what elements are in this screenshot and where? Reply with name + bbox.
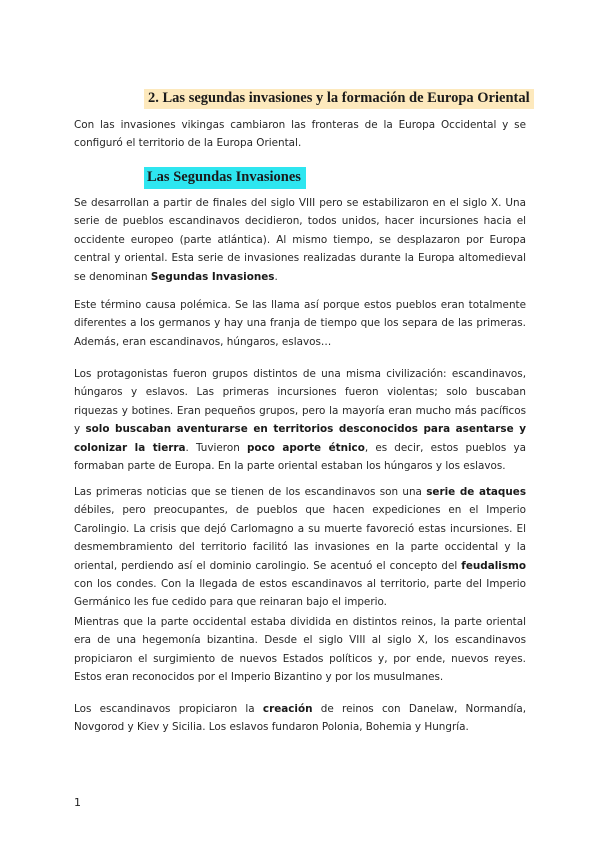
- text-run: Los protagonistas fueron grupos distintos de una misma civilización: escandinavos, húngaros y eslavos. Las primeras incursiones fueron violentas; solo buscaban riquezas y botines. Eran pequeños grupos, pero la mayoría eran mucho más pacíficos y: [74, 368, 526, 436]
- paragraph-3: [74, 365, 526, 475]
- subsection-title: Las Segundas Invasiones: [144, 167, 306, 189]
- bold-term: feudalismo: [461, 559, 526, 572]
- intro-paragraph: Con las invasiones vikingas cambiaron las fronteras de la Europa Occidental y se configuró el territorio de la Europa Oriental.: [74, 119, 526, 150]
- paragraph-2: Este término causa polémica. Se las llama así porque estos pueblos eran totalmente diferentes a los germanos y hay una franja de tiempo que los separa de las primeras. Además, eran escandinavos, húngaros, eslavos…: [74, 299, 526, 348]
- paragraph-4: [74, 483, 526, 612]
- paragraph-1: [74, 194, 526, 286]
- bold-term: creación: [262, 703, 313, 715]
- bold-term: solo buscaban aventurarse en territorios desconocidos para asentarse y colonizar la tierra: [74, 423, 527, 454]
- text-run: Se desarrollan a partir de finales del siglo VIII pero se estabilizaron en el siglo X. Una serie de pueblos escandinavos decidieron, todos unidos, hacer incursiones hacia el occidente europeo (parte atlántica). Al mismo tiempo, se desplazaron por Europa central y oriental. Esta serie de invasiones realizadas durante la Europa altomedieval se denominan: [74, 197, 526, 283]
- paragraph-5: Mientras que la parte occidental estaba dividida en distintos reinos, la parte oriental era de una hegemonía bizantina. Desde el siglo VIII al siglo X, los escandinavos propiciaron el surgimiento de nuevos Estados políticos y, por ende, nuevos reyes. Estos eran reconocidos por el Imperio Bizantino y por los musulmanes.: [74, 616, 526, 684]
- text-run: , es decir, estos pueblos ya formaban parte de Europa. En la parte oriental estaban los húngaros y los eslavos.: [74, 441, 526, 473]
- text-run: con los condes. Con la llegada de estos escandinavos al territorio, parte del Imperio Germánico les fue cedido para que reinaran bajo el imperio.: [74, 578, 526, 609]
- page-number: 1: [74, 796, 81, 809]
- text-run: . Tuvieron: [185, 441, 247, 454]
- bold-term: serie de ataques: [426, 486, 527, 498]
- bold-term: poco aporte étnico: [246, 441, 365, 454]
- paragraph-6: [74, 700, 526, 737]
- text-run: débiles, pero preocupantes, de pueblos que hacen expediciones en el Imperio Carolingio. La crisis que dejó Carlomagno a su muerte favoreció estas incursiones. El desmembramiento del territorio facilitó las invasiones en la parte occidental y la oriental, perdiendo así el dominio carolingio. Se acentuó el concepto del: [74, 504, 526, 572]
- text-run: .: [274, 270, 278, 283]
- text-run: Las primeras noticias que se tienen de los escandinavos son una: [74, 486, 427, 498]
- section-title: 2. Las segundas invasiones y la formación de Europa Oriental: [144, 89, 534, 109]
- text-run: Los escandinavos propiciaron la: [74, 703, 263, 715]
- text-run: de reinos con Danelaw, Normandía, Novgorod y Kiev y Sicilia. Los eslavos fundaron Polonia, Bohemia y Hungría.: [74, 703, 526, 734]
- bold-term: Segundas Invasiones: [150, 270, 275, 283]
